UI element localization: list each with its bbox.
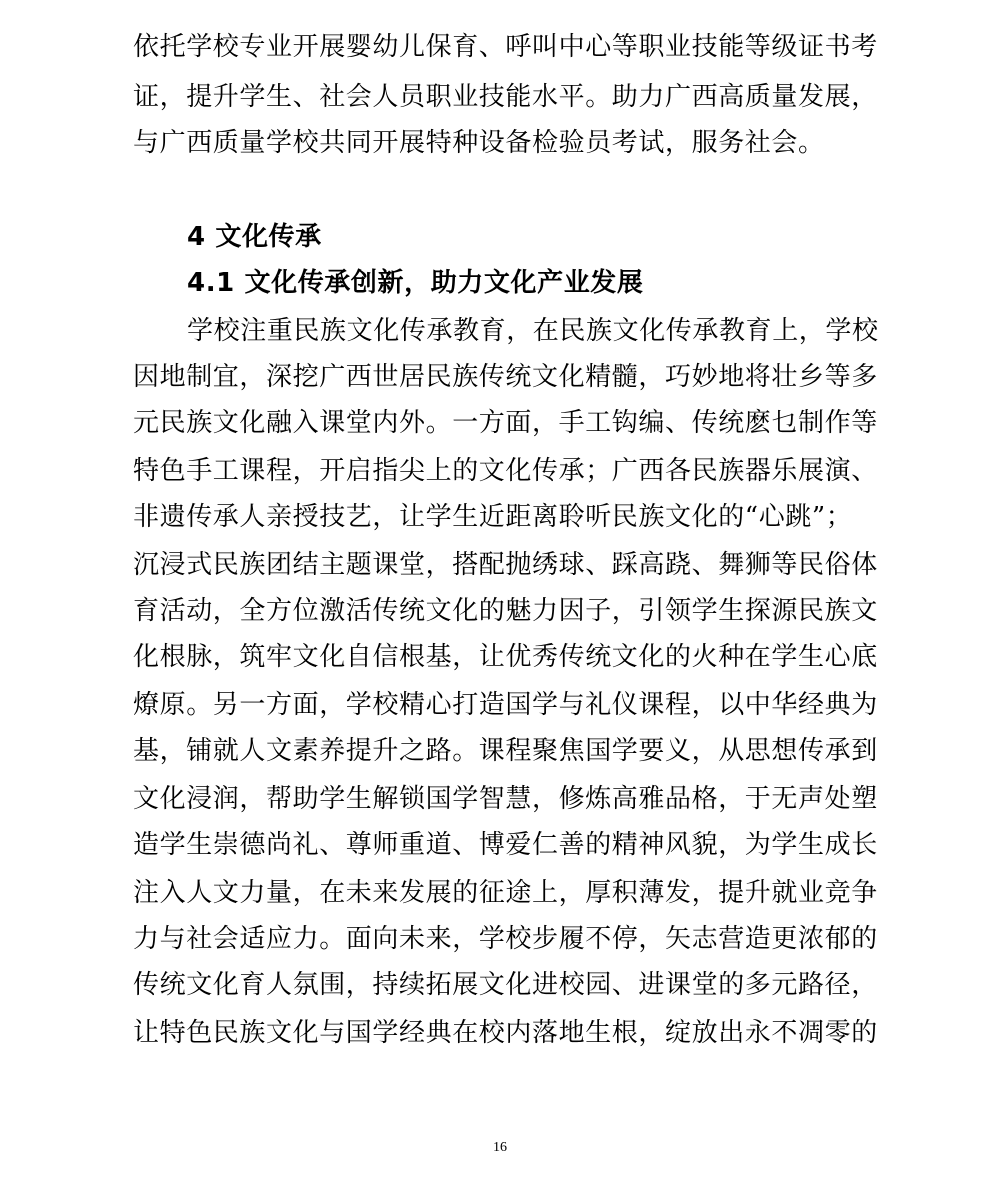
body-line-4: 特色手工课程，开启指尖上的文化传承；广西各民族器乐展演、	[133, 456, 878, 486]
body-line-5: 非遗传承人亲授技艺，让学生近距离聆听民族文化的“心跳”；	[133, 502, 853, 532]
body-line-14: 力与社会适应力。面向未来，学校步履不停，矢志营造更浓郁的	[133, 924, 878, 954]
body-line-8: 化根脉，筑牢文化自信根基，让优秀传统文化的火种在学生心底	[133, 642, 878, 672]
section-heading: 4 文化传承	[187, 222, 322, 252]
body-line-16: 让特色民族文化与国学经典在校内落地生根，绽放出永不凋零的	[133, 1018, 878, 1048]
body-line-9: 燎原。另一方面，学校精心打造国学与礼仪课程，以中华经典为	[133, 690, 878, 720]
body-line-1: 学校注重民族文化传承教育，在民族文化传承教育上，学校	[187, 316, 879, 346]
body-line-12: 造学生崇德尚礼、尊师重道、博爱仁善的精神风貌，为学生成长	[133, 830, 878, 860]
subsection-heading: 4.1 文化传承创新，助力文化产业发展	[187, 268, 644, 298]
intro-line-2: 证，提升学生、社会人员职业技能水平。助力广西高质量发展，	[133, 82, 878, 112]
body-line-11: 文化浸润，帮助学生解锁国学智慧，修炼高雅品格，于无声处塑	[133, 784, 878, 814]
body-line-15: 传统文化育人氛围，持续拓展文化进校园、进课堂的多元路径，	[133, 970, 878, 1000]
body-line-2: 因地制宜，深挖广西世居民族传统文化精髓，巧妙地将壮乡等多	[133, 362, 878, 392]
page-number: 16	[493, 1140, 507, 1155]
body-line-7: 育活动，全方位激活传统文化的魅力因子，引领学生探源民族文	[133, 596, 878, 626]
intro-line-3: 与广西质量学校共同开展特种设备检验员考试，服务社会。	[133, 128, 825, 158]
body-line-6: 沉浸式民族团结主题课堂，搭配抛绣球、踩高跷、舞狮等民俗体	[133, 550, 878, 580]
intro-line-1: 依托学校专业开展婴幼儿保育、呼叫中心等职业技能等级证书考	[133, 32, 878, 62]
body-line-10: 基，铺就人文素养提升之路。课程聚焦国学要义，从思想传承到	[133, 736, 878, 766]
body-line-3: 元民族文化融入课堂内外。一方面，手工钩编、传统麽乜制作等	[133, 408, 878, 438]
body-line-13: 注入人文力量，在未来发展的征途上，厚积薄发，提升就业竞争	[133, 878, 878, 908]
